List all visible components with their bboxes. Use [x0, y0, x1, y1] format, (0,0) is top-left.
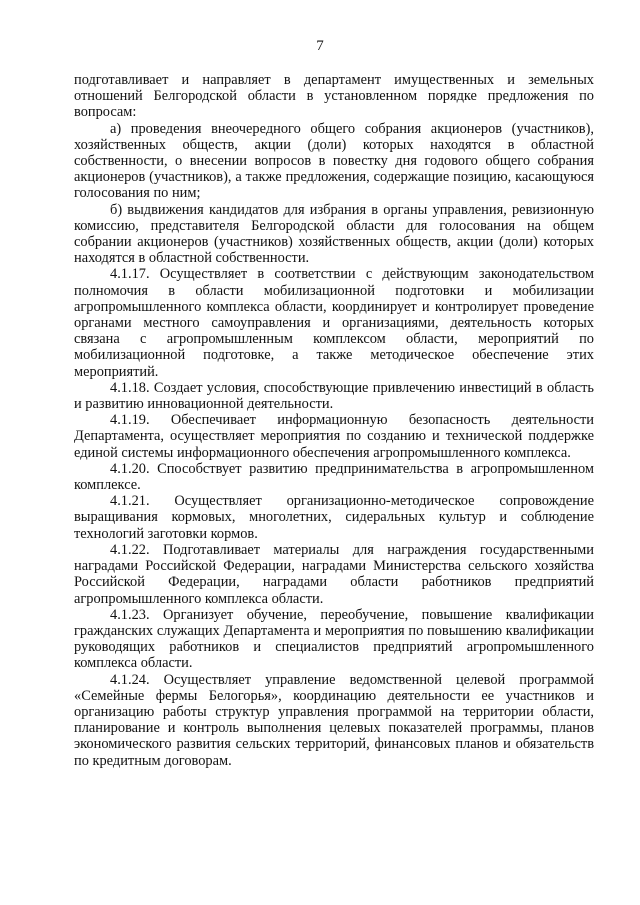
paragraph-4-1-20: 4.1.20. Способствует развитию предпринимательства в агропромышленном комплексе. [74, 460, 594, 494]
paragraph-item-b: б) выдвижения кандидатов для избрания в органы управления, ревизионную комиссию, представителя Белгородской области для голосования на общем собрании акционеров (участников) хозяйственных обществ, акции (доли) которых находятся в областной собственности. [74, 201, 594, 267]
paragraph-4-1-24: 4.1.24. Осуществляет управление ведомственной целевой программой «Семейные фермы Белогорья», координацию деятельности ее участников и организацию работы структур управления программой на территории области, планирование и контроль выполнения целевых показателей программы, планов экономического развития сельских территорий, финансовых планов и обязательств по кредитным договорам. [74, 671, 594, 769]
paragraph-4-1-18: 4.1.18. Создает условия, способствующие привлечению инвестиций в область и развитию инновационной деятельности. [74, 379, 594, 413]
paragraph-item-a: а) проведения внеочередного общего собрания акционеров (участников), хозяйственных обществ, акции (доли) которых находятся в областной собственности, о внесении вопросов в повестку дня годового общего собрания акционеров (участников), а также предложения, содержащие позицию, касающуюся голосования по ним; [74, 120, 594, 202]
document-body [74, 72, 594, 769]
paragraph-4-1-21: 4.1.21. Осуществляет организационно-методическое сопровождение выращивания кормовых, многолетних, сидеральных культур и соблюдение технологий заготовки кормов. [74, 493, 594, 542]
paragraph-4-1-23: 4.1.23. Организует обучение, переобучение, повышение квалификации гражданских служащих Департамента и мероприятия по повышению квалификации руководящих работников и специалистов предприятий агропромышленного комплекса области. [74, 606, 594, 672]
paragraph-4-1-19: 4.1.19. Обеспечивает информационную безопасность деятельности Департамента, осуществляет мероприятия по созданию и технической поддержке единой системы информационного обеспечения агропромышленного комплекса. [74, 412, 594, 461]
paragraph-intro: подготавливает и направляет в департамент имущественных и земельных отношений Белгородской области в установленном порядке предложения по вопросам: [74, 72, 594, 121]
page-number: 7 [316, 38, 324, 54]
paragraph-4-1-17: 4.1.17. Осуществляет в соответствии с действующим законодательством полномочия в области мобилизационной подготовки и мобилизации агропромышленного комплекса области, координирует и контролирует проведение органами местного самоуправления и организациями, деятельность которых связана с агропромышленным комплексом области, мероприятий по мобилизационной подготовке, а также методическое обеспечение этих мероприятий. [74, 266, 594, 380]
paragraph-4-1-22: 4.1.22. Подготавливает материалы для награждения государственными наградами Российской Федерации, наградами Министерства сельского хозяйства Российской Федерации, наградами области работников предприятий агропромышленного комплекса области. [74, 541, 594, 607]
